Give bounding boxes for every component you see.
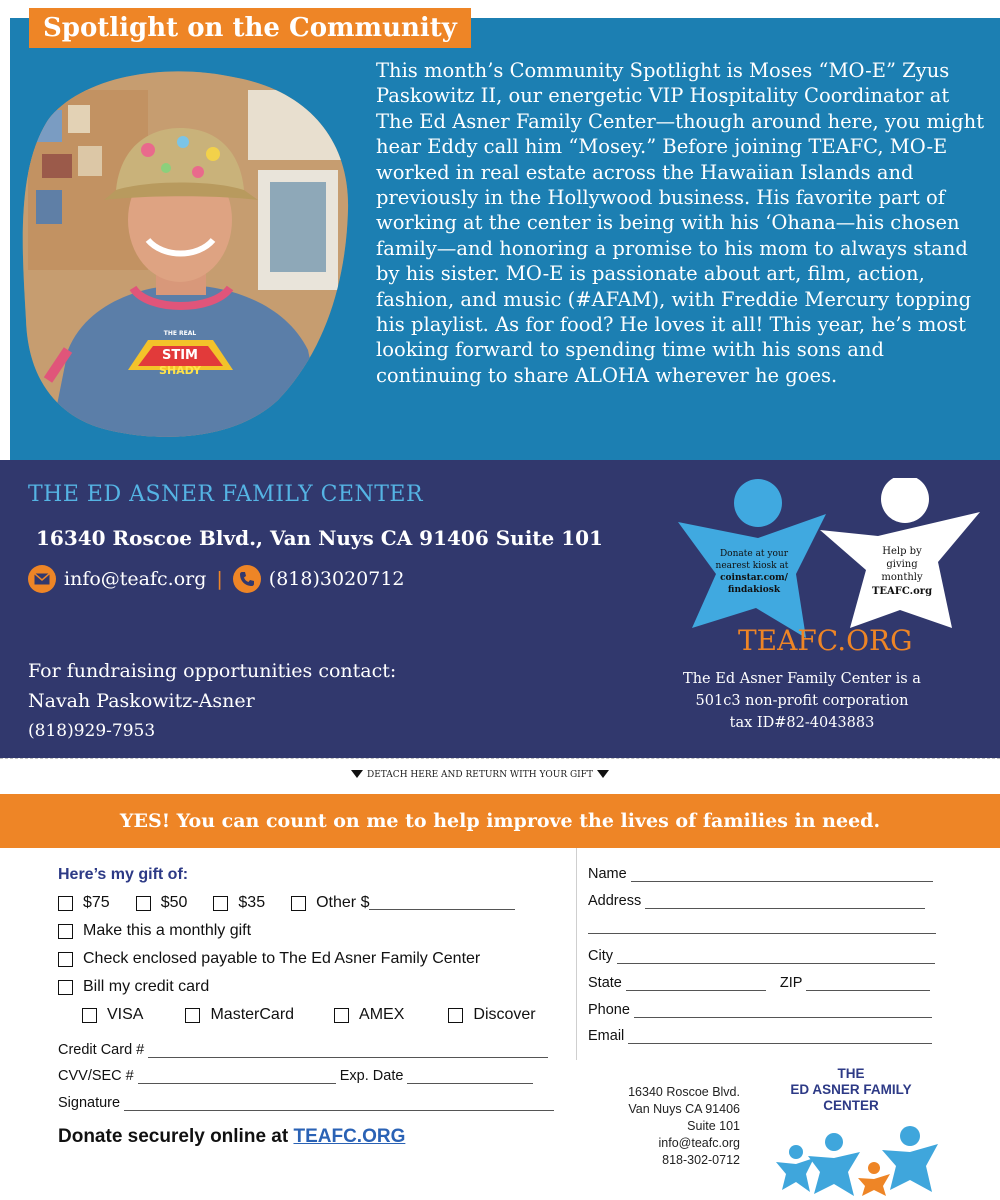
credit-option[interactable]	[58, 978, 209, 996]
card-mastercard-checkbox[interactable]	[185, 1008, 200, 1023]
card-discover-checkbox[interactable]	[448, 1008, 463, 1023]
email-row	[588, 1028, 932, 1044]
spotlight-body: This month’s Community Spotlight is Moses “MO-E” Zyus Paskowitz II, our energetic VIP Hospitality Coordinator at The Ed Asner Family Center—though around here, you might hear Eddy call him “Mosey.” Before joining TEAFC, MO-E worked in real estate across the Hawaiian Islands and previously in the Hollywood business. His favorite part of working at the center is being with his ‘Ohana—his chosen family—and honoring a promise to his mom to always stand by his sister. MO-E is passionate about art, film, action, fashion, and music (#AFAM), with Freddie Mercury topping his playlist. As for food? He loves it all! This year, he’s most looking forward to spending time with his sons and continuing to share ALOHA wherever he goes.	[376, 59, 985, 387]
amount-other-checkbox[interactable]	[291, 896, 306, 911]
family-figures-icon	[762, 1116, 940, 1198]
amount-50-label: $50	[160, 894, 188, 911]
fundraising-block	[28, 656, 396, 746]
donation-stars	[670, 478, 990, 638]
monthly-checkbox[interactable]	[58, 924, 73, 939]
detach-text: DETACH HERE AND RETURN WITH YOUR GIFT	[367, 770, 593, 780]
nonprofit-line-3: tax ID#82-4043883	[729, 715, 875, 731]
org-phone[interactable]: (818)3020712	[268, 568, 405, 590]
org-address: 16340 Roscoe Blvd., Van Nuys CA 91406 Suite 101	[36, 526, 603, 550]
nonprofit-line-2: 501c3 non-profit corporation	[695, 693, 909, 709]
monthly-star-line-3: monthly	[881, 572, 923, 583]
donate-online-link[interactable]: TEAFC.ORG	[293, 1126, 406, 1147]
amount-75-label: $75	[83, 894, 110, 911]
address-line-2-field[interactable]	[588, 920, 936, 934]
arrow-down-icon	[351, 770, 363, 778]
card-amex-label: AMEX	[359, 1006, 405, 1023]
donate-online-prefix: Donate securely online at	[58, 1126, 289, 1147]
card-type-row	[82, 1006, 536, 1024]
spotlight-section	[0, 0, 1000, 460]
return-address-phone: 818-302-0712	[662, 1153, 740, 1167]
shirt-text-bottom: SHADY	[159, 364, 201, 377]
gift-heading: Here’s my gift of:	[58, 866, 189, 883]
fundraising-label: For fundraising opportunities contact:	[28, 660, 397, 682]
monthly-star-icon	[820, 512, 980, 628]
zip-label: ZIP	[779, 975, 803, 991]
name-field[interactable]	[631, 868, 933, 882]
address-label: Address	[588, 893, 642, 909]
card-visa-checkbox[interactable]	[82, 1008, 97, 1023]
org-name: THE ED ASNER FAMILY CENTER	[28, 482, 424, 507]
signature-row	[58, 1095, 554, 1111]
logo-line-3: CENTER	[823, 1098, 879, 1113]
monthly-star-line-1: Help by	[882, 546, 922, 557]
return-address-email: info@teafc.org	[658, 1136, 740, 1150]
pledge-banner: YES! You can count on me to help improve the lives of families in need.	[0, 794, 1000, 848]
card-amex-checkbox[interactable]	[334, 1008, 349, 1023]
check-checkbox[interactable]	[58, 952, 73, 967]
logo-text	[762, 1066, 940, 1114]
card-visa-label: VISA	[107, 1006, 144, 1023]
shirt-text-middle: STIM	[161, 348, 199, 363]
check-option[interactable]	[58, 950, 480, 968]
spotlight-title: Spotlight on the Community	[29, 8, 471, 48]
zip-field[interactable]	[806, 977, 930, 991]
detach-instruction	[0, 770, 960, 780]
kiosk-star-head-icon	[734, 479, 782, 527]
amount-50-checkbox[interactable]	[136, 896, 151, 911]
cc-number-field[interactable]	[148, 1044, 548, 1058]
city-row	[588, 948, 935, 964]
monthly-star-head-icon	[881, 478, 929, 523]
return-address-line-3: Suite 101	[687, 1119, 740, 1133]
return-address-line-1: 16340 Roscoe Blvd.	[628, 1085, 740, 1099]
cc-number-row	[58, 1042, 548, 1058]
kiosk-star-line-4: findakiosk	[727, 585, 781, 595]
arrow-down-icon	[597, 770, 609, 778]
shirt-text-top: THE REAL	[163, 330, 197, 337]
amount-other-label: Other $	[316, 894, 370, 911]
state-zip-row	[588, 975, 930, 991]
address-field[interactable]	[645, 895, 925, 909]
card-amex-option[interactable]	[334, 1006, 404, 1024]
amount-other-field[interactable]	[369, 896, 515, 910]
card-discover-label: Discover	[473, 1006, 536, 1023]
exp-date-label: Exp. Date	[339, 1068, 404, 1084]
amount-50-option[interactable]	[136, 894, 188, 912]
kiosk-star-line-3: coinstar.com/	[720, 573, 788, 583]
phone-row	[588, 1002, 932, 1018]
name-label: Name	[588, 866, 627, 882]
phone-icon	[233, 565, 261, 593]
donation-form	[0, 848, 1000, 1200]
logo-line-1: THE	[837, 1066, 865, 1081]
donate-online	[58, 1126, 405, 1148]
detach-strip	[0, 758, 1000, 792]
contact-row	[28, 564, 405, 594]
nonprofit-line-1: The Ed Asner Family Center is a	[683, 671, 921, 687]
form-divider	[576, 848, 577, 1060]
website-heading[interactable]: TEAFC.ORG	[738, 624, 913, 657]
signature-field[interactable]	[124, 1097, 554, 1111]
email-field[interactable]	[628, 1030, 932, 1044]
info-section	[0, 460, 1000, 758]
signature-label: Signature	[58, 1095, 121, 1111]
check-label: Check enclosed payable to The Ed Asner Family Center	[83, 950, 481, 967]
monthly-option[interactable]	[58, 922, 251, 940]
amount-75-checkbox[interactable]	[58, 896, 73, 911]
card-mastercard-label: MasterCard	[210, 1006, 295, 1023]
cc-number-label: Credit Card #	[58, 1042, 145, 1058]
kiosk-star-line-2: nearest kiosk at	[715, 561, 789, 571]
phone-label: Phone	[588, 1002, 630, 1018]
org-email[interactable]: info@teafc.org	[64, 568, 207, 590]
kiosk-star-line-1: Donate at your	[719, 549, 789, 559]
address-line-2-row	[588, 920, 936, 934]
city-field[interactable]	[617, 950, 935, 964]
monthly-star-line-2: giving	[886, 559, 918, 570]
cvv-field[interactable]	[138, 1070, 336, 1084]
spotlight-photo	[8, 50, 350, 440]
exp-date-field[interactable]	[407, 1070, 533, 1084]
nonprofit-statement	[672, 668, 932, 734]
detach-dashed-line	[0, 758, 1000, 759]
card-discover-option[interactable]	[448, 1006, 535, 1024]
mail-icon	[28, 565, 56, 593]
return-address	[600, 1084, 740, 1169]
name-row	[588, 866, 933, 882]
fundraising-phone: (818)929-7953	[28, 721, 156, 741]
amount-35-checkbox[interactable]	[213, 896, 228, 911]
email-label: Email	[588, 1028, 625, 1044]
teafc-logo	[762, 1066, 940, 1198]
logo-line-2: ED ASNER FAMILY	[790, 1082, 912, 1097]
monthly-label: Make this a monthly gift	[83, 922, 252, 939]
fundraising-contact: Navah Paskowitz-Asner	[28, 690, 255, 712]
return-address-line-2: Van Nuys CA 91406	[628, 1102, 740, 1116]
card-visa-option[interactable]	[82, 1006, 143, 1024]
amount-75-option[interactable]	[58, 894, 110, 912]
amount-35-option[interactable]	[213, 894, 265, 912]
cvv-row	[58, 1068, 533, 1084]
credit-label: Bill my credit card	[83, 978, 210, 995]
amount-other-option[interactable]	[291, 894, 515, 912]
cvv-label: CVV/SEC #	[58, 1068, 134, 1084]
phone-field[interactable]	[634, 1004, 932, 1018]
contact-separator: |	[216, 568, 223, 590]
monthly-star-line-4: TEAFC.org	[871, 586, 933, 597]
state-label: State	[588, 975, 622, 991]
city-label: City	[588, 948, 613, 964]
amount-35-label: $35	[238, 894, 266, 911]
amount-row	[58, 894, 515, 912]
state-field[interactable]	[626, 977, 766, 991]
credit-checkbox[interactable]	[58, 980, 73, 995]
address-row	[588, 893, 925, 909]
card-mastercard-option[interactable]	[185, 1006, 294, 1024]
